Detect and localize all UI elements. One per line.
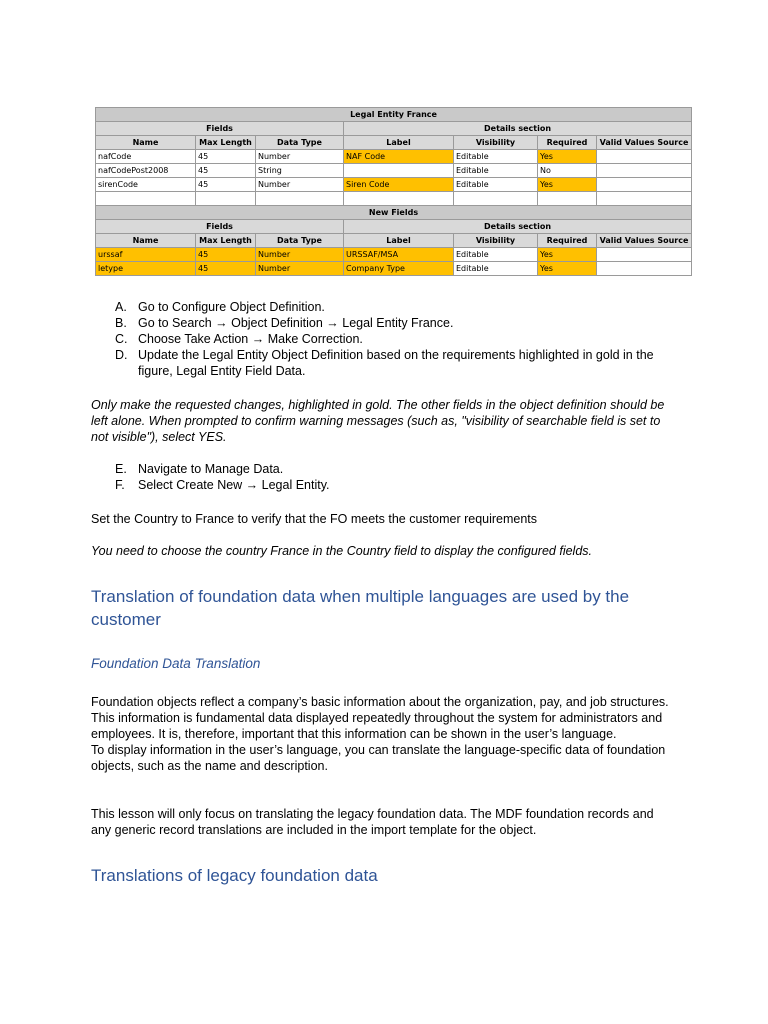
steps-list-2	[91, 461, 671, 493]
step-item: C. Choose Take Action → Make Correction.	[115, 332, 363, 346]
col-header: Name	[96, 234, 196, 248]
country-note: You need to choose the country France in the Country field to display the configured fields.	[91, 544, 593, 558]
step-item: F. Select Create New → Legal Entity.	[115, 478, 330, 492]
col-header: Valid Values Source	[597, 136, 692, 150]
cell-source	[597, 178, 692, 192]
foundation-paragraph-b: To display information in the user’s language, you can translate the language-specific data of foundation objects, such as the name and description.	[91, 743, 666, 773]
step-item: E. Navigate to Manage Data.	[115, 462, 284, 476]
cell-visibility: Editable	[454, 262, 538, 276]
col-header: Required	[538, 234, 597, 248]
table-row	[96, 178, 692, 192]
cell-type: Number	[256, 262, 344, 276]
col-header: Visibility	[454, 136, 538, 150]
col-header: Max Length	[196, 136, 256, 150]
cell-source	[597, 248, 692, 262]
table-row	[96, 164, 692, 178]
cell-required: Yes	[538, 178, 597, 192]
group-details: Details section	[344, 122, 692, 136]
blank-row	[96, 192, 692, 206]
cell-name: sirenCode	[96, 178, 196, 192]
cell-max: 45	[196, 262, 256, 276]
cell-name: nafCode	[96, 150, 196, 164]
col-header: Max Length	[196, 234, 256, 248]
col-header: Data Type	[256, 136, 344, 150]
foundation-paragraph	[91, 694, 671, 774]
cell-required: Yes	[538, 248, 597, 262]
cell-label: URSSAF/MSA	[344, 248, 454, 262]
cell-source	[597, 150, 692, 164]
cell-visibility: Editable	[454, 164, 538, 178]
cell-max: 45	[196, 150, 256, 164]
group-fields: Fields	[96, 122, 344, 136]
col-header: Visibility	[454, 234, 538, 248]
subheading-foundation-translation: Foundation Data Translation	[91, 656, 261, 671]
cell-max: 45	[196, 248, 256, 262]
step-item: A. Go to Configure Object Definition.	[115, 300, 325, 314]
legal-entity-table	[95, 107, 692, 276]
legal-entity-field-figure	[95, 107, 691, 276]
cell-type: String	[256, 164, 344, 178]
cell-label: Siren Code	[344, 178, 454, 192]
cell-max: 45	[196, 164, 256, 178]
foundation-paragraph-a: Foundation objects reflect a company’s basic information about the organization, pay, and job structures. This information is fundamental data displayed repeatedly throughout the system for administrators and employees. It is, therefore, important that this information can be shown in the user’s language.	[91, 695, 669, 741]
lesson-focus-paragraph: This lesson will only focus on translating the legacy foundation data. The MDF foundation records and any generic record translations are included in the import template for the object.	[91, 807, 654, 837]
cell-source	[597, 262, 692, 276]
cell-required: Yes	[538, 150, 597, 164]
group-details: Details section	[344, 220, 692, 234]
cell-type: Number	[256, 248, 344, 262]
country-paragraph: Set the Country to France to verify that the FO meets the customer requirements	[91, 512, 538, 526]
cell-type: Number	[256, 150, 344, 164]
table-row	[96, 150, 692, 164]
step-item: D. Update the Legal Entity Object Definition based on the requirements highlighted in gold in the figure, Legal Entity Field Data.	[115, 348, 654, 378]
section-heading-translation: Translation of foundation data when multiple languages are used by the customer	[91, 587, 630, 629]
col-header: Data Type	[256, 234, 344, 248]
cell-visibility: Editable	[454, 178, 538, 192]
cell-label: Company Type	[344, 262, 454, 276]
cell-required: No	[538, 164, 597, 178]
cell-source	[597, 164, 692, 178]
cell-label	[344, 164, 454, 178]
note-paragraph: Only make the requested changes, highlighted in gold. The other fields in the object definition should be left alone. When prompted to confirm warning messages (such as, "visibility of searchable field is set to not visible"), select YES.	[91, 398, 665, 444]
cell-visibility: Editable	[454, 248, 538, 262]
section-heading-legacy: Translations of legacy foundation data	[91, 866, 378, 885]
col-header: Required	[538, 136, 597, 150]
cell-max: 45	[196, 178, 256, 192]
group-fields: Fields	[96, 220, 344, 234]
cell-name: urssaf	[96, 248, 196, 262]
figure-title: Legal Entity France	[96, 108, 692, 122]
col-header: Valid Values Source	[597, 234, 692, 248]
table-row	[96, 248, 692, 262]
cell-name: nafCodePost2008	[96, 164, 196, 178]
cell-required: Yes	[538, 262, 597, 276]
table-row	[96, 262, 692, 276]
cell-name: letype	[96, 262, 196, 276]
col-header: Label	[344, 234, 454, 248]
steps-list-1	[91, 299, 671, 379]
cell-type: Number	[256, 178, 344, 192]
cell-label: NAF Code	[344, 150, 454, 164]
col-header: Label	[344, 136, 454, 150]
new-fields-title: New Fields	[96, 206, 692, 220]
step-item: B. Go to Search → Object Definition → Legal Entity France.	[115, 316, 454, 330]
cell-visibility: Editable	[454, 150, 538, 164]
col-header: Name	[96, 136, 196, 150]
